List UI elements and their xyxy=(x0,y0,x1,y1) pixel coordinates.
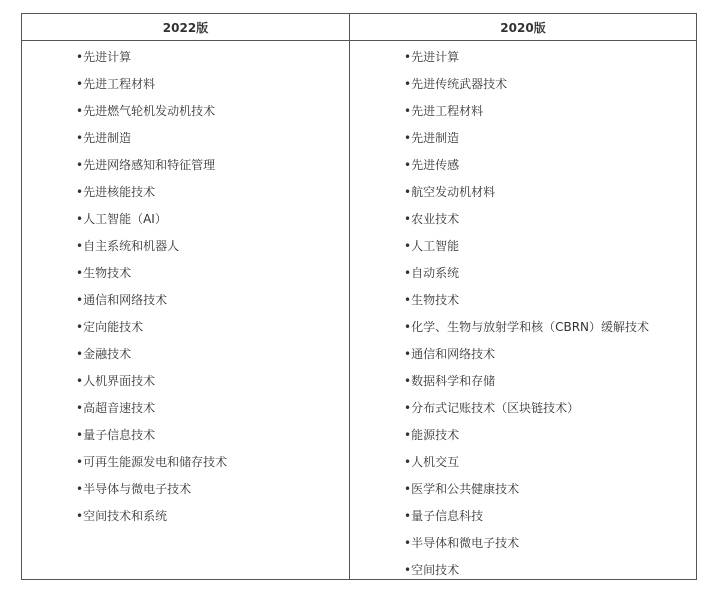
list-item-2022: •定向能技术 xyxy=(76,320,144,334)
header-2020: 2020版 xyxy=(500,21,546,35)
list-item-2020: •通信和网络技术 xyxy=(404,347,496,361)
list-item-2020: •先进传感 xyxy=(404,158,460,172)
list-item-2022: •空间技术和系统 xyxy=(76,509,168,523)
column-divider xyxy=(349,14,350,579)
list-item-2022: •金融技术 xyxy=(76,347,132,361)
list-item-2020: •空间技术 xyxy=(404,563,460,577)
list-item-2020: •人机交互 xyxy=(404,455,460,469)
list-item-2020: •先进制造 xyxy=(404,131,460,145)
list-item-2020: •先进计算 xyxy=(404,50,460,64)
list-item-2022: •生物技术 xyxy=(76,266,132,280)
table-header-row xyxy=(22,14,696,41)
list-item-2020: •能源技术 xyxy=(404,428,460,442)
list-item-2022: •先进燃气轮机发动机技术 xyxy=(76,104,216,118)
list-item-2022: •量子信息技术 xyxy=(76,428,156,442)
list-2020 xyxy=(404,44,649,584)
list-item-2022: •先进计算 xyxy=(76,50,132,64)
list-item-2020: •半导体和微电子技术 xyxy=(404,536,520,550)
list-item-2022: •人工智能（AI） xyxy=(76,212,167,226)
list-2022 xyxy=(76,44,227,530)
list-item-2022: •先进制造 xyxy=(76,131,132,145)
list-item-2020: •数据科学和存储 xyxy=(404,374,496,388)
list-item-2022: •通信和网络技术 xyxy=(76,293,168,307)
list-item-2022: •半导体与微电子技术 xyxy=(76,482,192,496)
list-item-2020: •医学和公共健康技术 xyxy=(404,482,520,496)
list-item-2022: •先进网络感知和特征管理 xyxy=(76,158,216,172)
list-item-2020: •人工智能 xyxy=(404,239,460,253)
list-item-2022: •自主系统和机器人 xyxy=(76,239,180,253)
list-item-2022: •可再生能源发电和储存技术 xyxy=(76,455,228,469)
list-item-2022: •高超音速技术 xyxy=(76,401,156,415)
list-item-2020: •生物技术 xyxy=(404,293,460,307)
list-item-2020: •自动系统 xyxy=(404,266,460,280)
header-2022: 2022版 xyxy=(162,21,209,35)
list-item-2020: •农业技术 xyxy=(404,212,460,226)
list-item-2020: •先进传统武器技术 xyxy=(404,77,508,91)
list-item-2020: •量子信息科技 xyxy=(404,509,484,523)
list-item-2020: •航空发动机材料 xyxy=(404,185,496,199)
list-item-2022: •人机界面技术 xyxy=(76,374,156,388)
technology-comparison-table xyxy=(21,13,697,580)
list-item-2022: •先进工程材料 xyxy=(76,77,156,91)
list-item-2020: •先进工程材料 xyxy=(404,104,484,118)
list-item-2020: •分布式记账技术（区块链技术） xyxy=(404,401,580,415)
list-item-2022: •先进核能技术 xyxy=(76,185,156,199)
list-item-2020: •化学、生物与放射学和核（CBRN）缓解技术 xyxy=(404,320,650,334)
